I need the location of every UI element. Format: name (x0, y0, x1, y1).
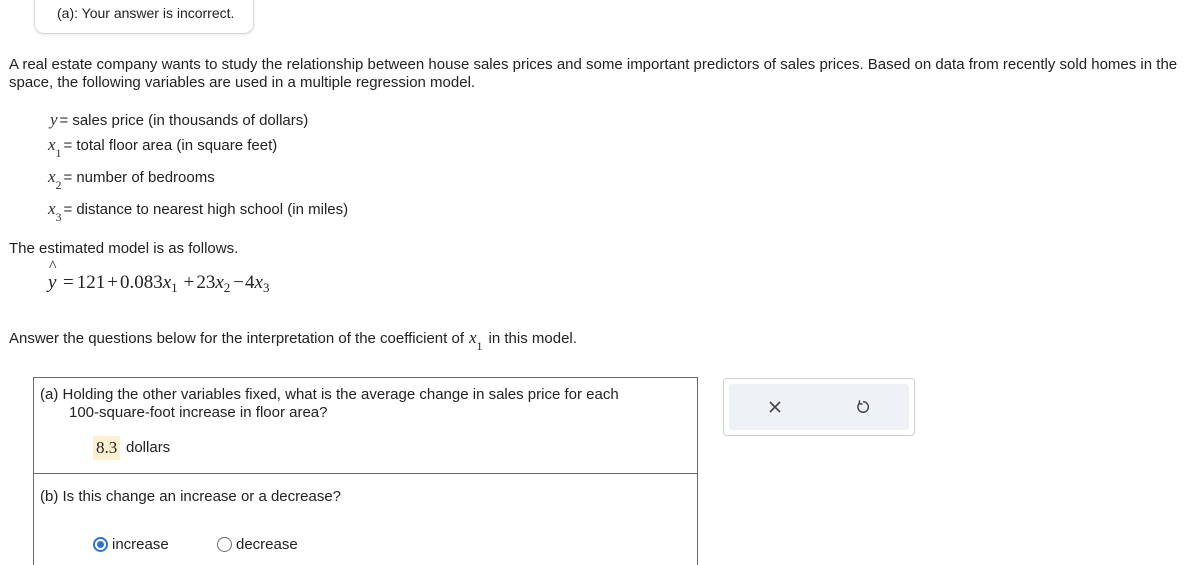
problem-intro: A real estate company wants to study the relationship between house sales prices and some important predictors of sales prices. Based on data from recently sold homes in the space, the following variables are used in a multiple regression model. (9, 56, 1178, 91)
variable-row-x3 (48, 199, 348, 223)
estimated-model-label: The estimated model is as follows. (9, 240, 239, 257)
formula-variable: x (254, 272, 263, 293)
answer-status-label: (a): Your answer is incorrect. (57, 5, 235, 21)
equals-sign: = (63, 137, 73, 154)
variable-symbol: $x_1$ (48, 135, 62, 161)
part-a-question-line2: 100-square-foot increase in floor area? (69, 404, 328, 421)
radio-option-increase[interactable] (93, 536, 169, 553)
equals-sign: = (63, 169, 73, 186)
formula-operator: + (107, 272, 118, 293)
formula-variable: x (215, 272, 224, 293)
formula-subscript: 1 (171, 280, 178, 295)
radio-button-selected[interactable] (93, 537, 108, 552)
variable-symbol: $x_3$ (48, 199, 62, 225)
radio-option-decrease[interactable] (217, 536, 298, 553)
part-a-question (40, 386, 695, 422)
formula-operator: − (233, 272, 244, 293)
variable-description: distance to nearest high school (in miles) (76, 201, 349, 218)
variable-row-x1 (48, 135, 277, 159)
close-icon[interactable] (766, 398, 784, 416)
variable-row-x2 (48, 167, 215, 191)
part-a-answer-input[interactable]: 8.3 (93, 436, 120, 460)
y-hat-symbol: ^ y (48, 258, 57, 293)
formula-coefficient-x1: 0.083 (119, 272, 163, 293)
equals-sign: = (59, 112, 69, 129)
variable-row-y (50, 110, 308, 134)
formula-variable: x (162, 272, 172, 293)
answer-toolbar (723, 378, 915, 436)
radio-label: increase (112, 536, 169, 553)
question-divider (34, 473, 697, 474)
answer-toolbar-inner (729, 384, 909, 430)
answer-status-tab[interactable] (34, 0, 254, 34)
regression-formula (48, 258, 270, 312)
variable-description: total floor area (in square feet) (76, 137, 278, 154)
variable-description: number of bedrooms (76, 169, 215, 186)
question-intro (9, 328, 577, 354)
formula-equals: = (63, 272, 74, 293)
question-intro-after: in this model. (488, 330, 577, 347)
variable-symbol: y (50, 110, 58, 129)
formula-subscript: 2 (223, 280, 231, 295)
undo-icon[interactable] (854, 398, 872, 416)
part-a-answer-unit: dollars (126, 439, 171, 456)
variable-symbol: $x_2$ (48, 167, 62, 193)
equals-sign: = (63, 201, 73, 218)
question-box (33, 377, 698, 565)
part-b-question: (b) Is this change an increase or a decrease? (40, 488, 342, 505)
formula-coefficient-x2: 23 (196, 272, 216, 293)
formula-operator: + (183, 272, 195, 293)
question-intro-symbol: $x_1$ (469, 328, 483, 354)
question-intro-before: Answer the questions below for the interpretation of the coefficient of (9, 330, 464, 347)
part-a-question-line1: (a) Holding the other variables fixed, what is the average change in sales price for each (40, 386, 619, 403)
formula-coefficient-x3: 4 (245, 272, 255, 293)
radio-button[interactable] (217, 537, 232, 552)
radio-label: decrease (236, 536, 298, 553)
formula-subscript: 3 (262, 280, 270, 295)
formula-intercept: 121 (76, 272, 106, 293)
variable-description: sales price (in thousands of dollars) (72, 112, 309, 129)
